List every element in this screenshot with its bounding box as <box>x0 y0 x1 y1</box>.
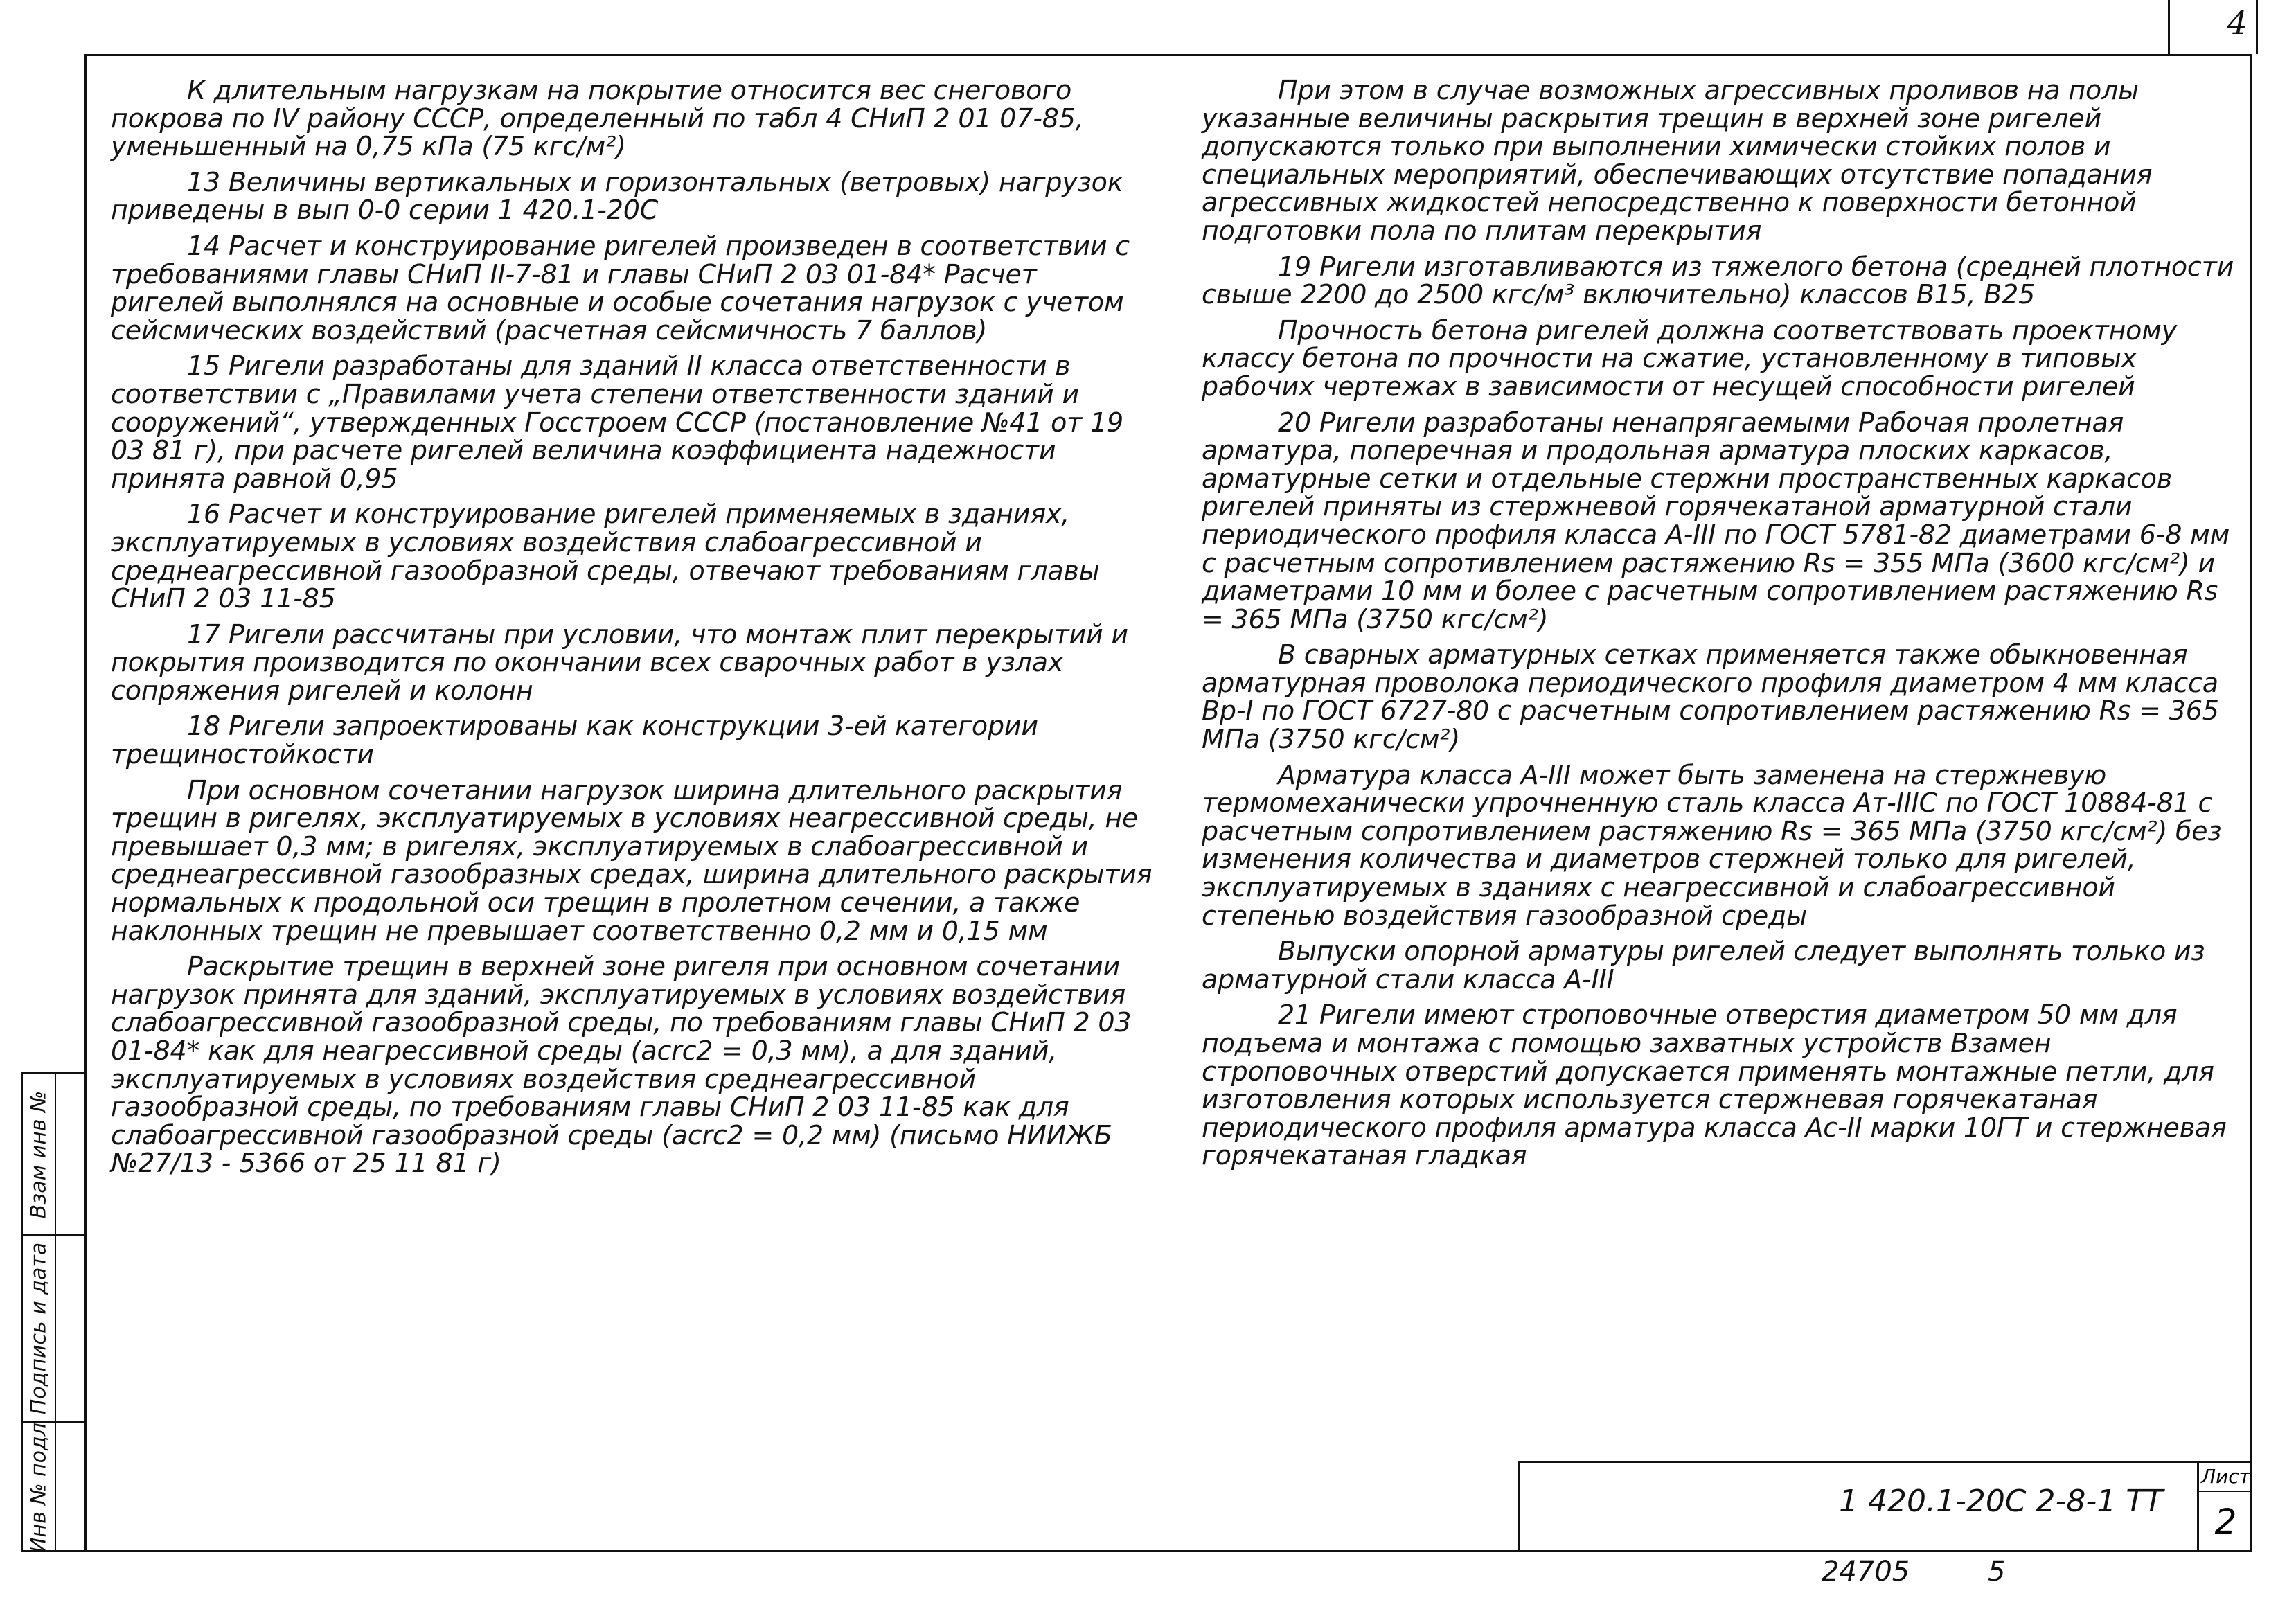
side-stamp-label-inventory: Инв № подл <box>26 1422 51 1553</box>
document-code: 1 420.1-20С 2-8-1 ТТ <box>1839 1484 2163 1519</box>
side-stamp-label-replace: Взам инв № <box>26 1090 51 1218</box>
paragraph-19: 19 Ригели изготавливаются из тяжелого бетона (средней плотности свыше 2200 до 2500 кгс/м³ включительно) классов В15, В25 <box>1202 251 2234 310</box>
page-number: 5 <box>1987 1556 2006 1588</box>
left-text-column <box>111 76 1157 1185</box>
paragraph-21: 21 Ригели имеют строповочные отверстия диаметром 50 мм для подъема и монтажа с помощью захватных устройств Взамен строповочных отверстий допускается применять монтажные петли, для изготовления которых используется стержневая горячекатаная периодического профиля арматура класса Ас-II марки 10ГТ и стержневая горячекатаная гладкая <box>1202 999 2227 1171</box>
side-stamp-column-labels <box>23 1074 56 1553</box>
sheet-number: 2 <box>2214 1502 2237 1542</box>
side-stamp-cell-3 <box>23 1423 55 1552</box>
side-stamp-value-2 <box>55 1236 87 1423</box>
paragraph-15: 15 Ригели разработаны для зданий II класса ответственности в соответствии с „Правилами учета степени ответственности зданий и сооружений“, утвержденных Госстроем СССР (постановление №41 от 19 03 81 г), при расчете ригелей величина коэффициента надежности принята равной 0,95 <box>111 350 1123 494</box>
paragraph-14: 14 Расчет и конструирование ригелей произведен в соответствии с требованиями главы СНиП II-7-81 и главы СНиП 2 03 01-84* Расчет ригелей выполнялся на основные и особые сочетания нагрузок с учетом сейсмических воздействий (расчетная сейсмичность 7 баллов) <box>111 230 1130 346</box>
archive-number: 24705 <box>1822 1556 1910 1588</box>
paragraph-19-strength: Прочность бетона ригелей должна соответствовать проектному классу бетона по прочности на сжатие, установленному в типовых рабочих чертежах в зависимости от несущей способности ригелей <box>1202 314 2177 402</box>
paragraph-snow-load: К длительным нагрузкам на покрытие относится вес снегового покрова по IV району СССР, определенный по табл 4 СНиП 2 01 07-85, уменьшенный на 0,75 кПа (75 кгс/м²) <box>111 75 1084 162</box>
right-text-column <box>1202 76 2241 1177</box>
paragraph-20-wire: В сварных арматурных сетках применяется также обыкновенная арматурная проволока периодического профиля диаметром 4 мм класса Вр-I по ГОСТ 6727-80 с расчетным сопротивлением растяжению Rs = 365 МПа (3750 кгс/см²) <box>1202 639 2219 755</box>
paragraph-18-crack-width: При основном сочетании нагрузок ширина длительного раскрытия трещин в ригелях, эксплуатируемых в условиях неагрессивной среды, не превышает 0,3 мм; в ригелях, эксплуатируемых в слабоагрессивной и среднеагрессивной газообразных средах, ширина длительного раскрытия нормальных к продольной оси трещин в пролетном сечении, а также наклонных трещин не превышает соответственно 0,2 мм и 0,15 мм <box>111 774 1153 946</box>
sheet-label: Лист <box>2199 1463 2252 1492</box>
sheet-number-cell <box>2197 1463 2252 1552</box>
side-stamp-column-values <box>55 1074 87 1550</box>
side-stamp-cell-1 <box>23 1074 55 1236</box>
side-stamp-value-1 <box>55 1074 87 1236</box>
sheet-corner-number: 4 <box>2227 4 2248 42</box>
paragraph-20: 20 Ригели разработаны ненапрягаемыми Рабочая пролетная арматура, поперечная и продольная арматура плоских каркасов, арматурные сетки и отдельные стержни пространственных каркасов ригелей приняты из стержневой горячекатаной арматурной стали периодического профиля класса А-III по ГОСТ 5781-82 диаметрами 6-8 мм с расчетным сопротивлением растяжению Rs = 355 МПа (3600 кгс/см²) и диаметрами 10 мм и более с расчетным сопротивлением растяжению Rs = 365 МПа (3750 кгс/см²) <box>1202 407 2230 634</box>
paragraph-18: 18 Ригели запроектированы как конструкции 3-ей категории трещиностойкости <box>111 711 1038 770</box>
paragraph-17: 17 Ригели рассчитаны при условии, что монтаж плит перекрытий и покрытия производится по окончании всех сварочных работ в узлах сопряжения ригелей и колонн <box>111 619 1128 706</box>
side-stamp-label-signature: Подпись и дата <box>26 1242 51 1415</box>
paragraph-18-upper-zone: Раскрытие трещин в верхней зоне ригеля при основном сочетании нагрузок принята для зданий, эксплуатируемых в условиях воздействия слабоагрессивной газообразной среды, по требованиям главы СНиП 2 03 01-84* как для неагрессивной среды (acrc2 = 0,3 мм), а для зданий, эксплуатируемых в условиях воздействия среднеагрессивной газообразной среды, по требованиям главы СНиП 2 03 11-85 как для слабоагрессивной газообразной среды (acrc2 = 0,2 мм) (письмо НИИЖБ №27/13 - 5366 от 25 11 81 г) <box>111 951 1132 1179</box>
paragraph-16: 16 Расчет и конструирование ригелей применяемых в зданиях, эксплуатируемых в условиях воздействия слабоагрессивной и среднеагрессивной газообразной среды, отвечают требованиям главы СНиП 2 03 11-85 <box>111 499 1100 614</box>
paragraph-20-replacement: Арматура класса А-III может быть заменена на стержневую термомеханически упрочненную сталь класса Ат-IIIС по ГОСТ 10884-81 с расчетным сопротивлением растяжению Rs = 365 МПа (3750 кгс/см²) без изменения количества и диаметров стержней только для ригелей, эксплуатируемых в зданиях с неагрессивной и слабоагрессивной степенью воздействия газообразной среды <box>1202 759 2222 931</box>
side-stamp-cell-2 <box>23 1236 55 1423</box>
paragraph-18-aggressive-spills: При этом в случае возможных агрессивных проливов на полы указанные величины раскрытия трещин в верхней зоне ригелей допускаются только при выполнении химически стойких полов и специальных мероприятий, обеспечивающих отсутствие попадания агрессивных жидкостей непосредственно к поверхности бетонной подготовки пола по плитам перекрытия <box>1202 75 2153 246</box>
title-block <box>1518 1461 2252 1552</box>
paragraph-20-outlets: Выпуски опорной арматуры ригелей следует выполнять только из арматурной стали класса А-III <box>1202 936 2205 995</box>
sheet-corner-number-box <box>2168 0 2258 54</box>
side-stamp <box>21 1072 84 1552</box>
paragraph-13: 13 Величины вертикальных и горизонтальных (ветровых) нагрузок приведены в вып 0-0 серии 1 420.1-20С <box>111 166 1123 226</box>
side-stamp-value-3 <box>55 1423 87 1552</box>
below-stamp-numbers <box>1822 1556 2074 1588</box>
